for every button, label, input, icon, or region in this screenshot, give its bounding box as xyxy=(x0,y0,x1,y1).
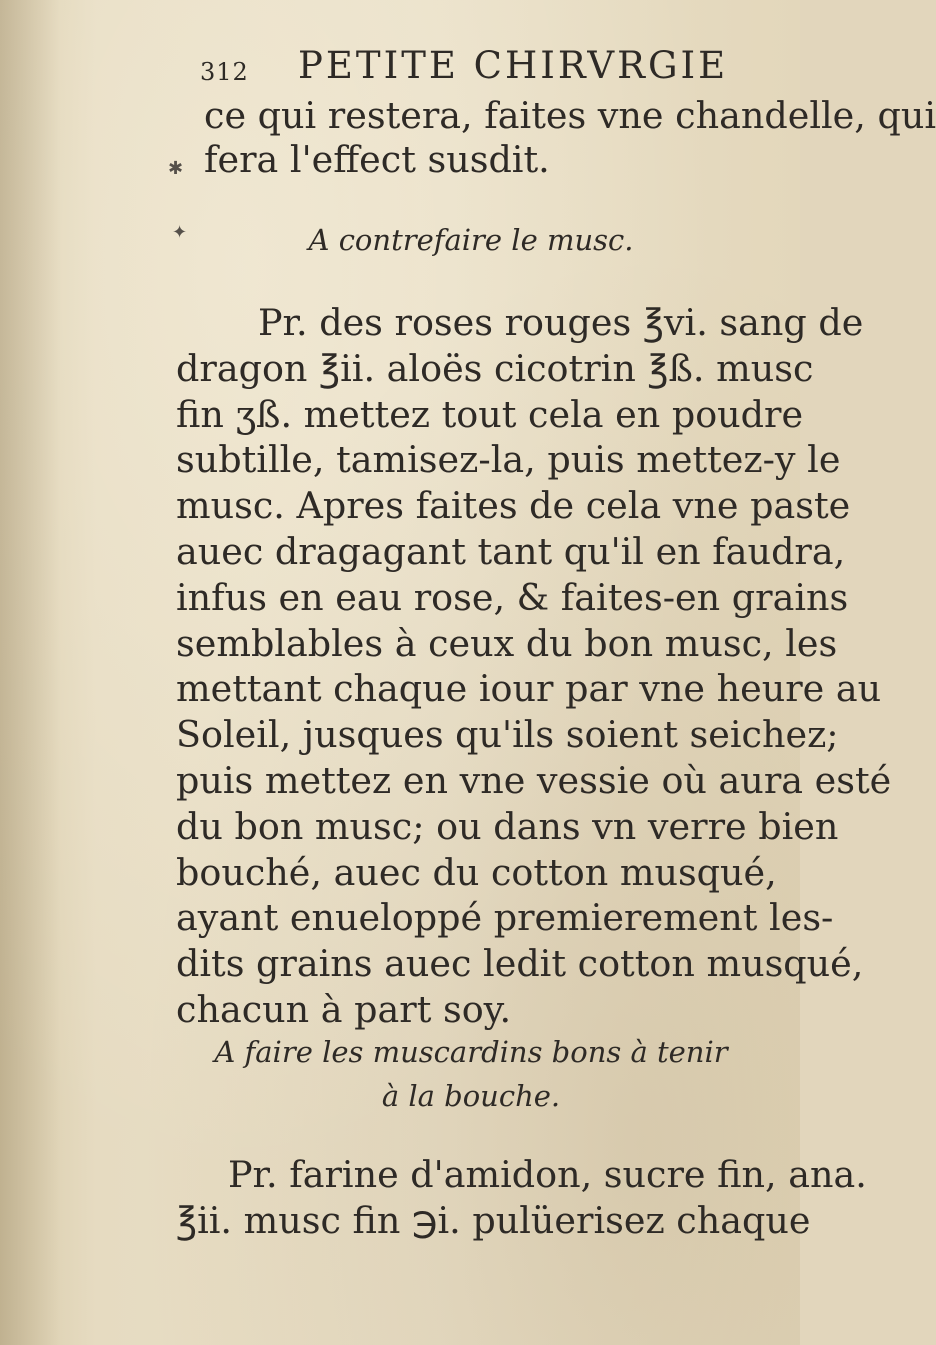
text-line: puis mettez en vne vessie où aura esté xyxy=(176,758,892,802)
page-number: 312 xyxy=(200,58,249,86)
text-line: musc. Apres faites de cela vne paste xyxy=(176,484,851,528)
margin-mark-ornament: ✦ xyxy=(172,222,188,243)
text-line: chacun à part soy. xyxy=(176,987,512,1031)
text-line: fin ʒß. mettez tout cela en poudre xyxy=(176,392,804,436)
text-line: dragon ℥ii. aloës cicotrin ℥ß. musc xyxy=(176,346,814,390)
text-line: mettant chaque iour par vne heure au xyxy=(176,667,882,711)
page-header xyxy=(200,44,740,94)
section-heading-line: A contrefaire le musc. xyxy=(308,223,634,257)
text-line: subtille, tamisez-la, puis mettez-y le xyxy=(176,438,841,482)
text-line: infus en eau rose, & faites-en grains xyxy=(176,575,849,619)
text-line: dits grains auec ledit cotton musqué, xyxy=(176,942,864,986)
text-line: Pr. des roses rouges ℥vi. sang de xyxy=(258,301,864,344)
text-line: fera l'effect susdit. xyxy=(204,138,550,181)
section-heading xyxy=(176,218,766,262)
recipe-paragraph xyxy=(176,300,892,1033)
running-title: PETITE CHIRVRGIE xyxy=(298,44,729,87)
section-heading-line: A faire les muscardins bons à tenir xyxy=(214,1035,728,1069)
recipe-paragraph xyxy=(176,1152,867,1244)
text-line: bouché, auec du cotton musqué, xyxy=(176,850,777,894)
gutter-shadow xyxy=(0,0,60,1345)
text-line: du bon musc; ou dans vn verre bien xyxy=(176,804,839,848)
text-line: Pr. farine d'amidon, sucre fin, ana. xyxy=(228,1153,867,1196)
text-line: ce qui restera, faites vne chandelle, qui xyxy=(204,94,936,137)
margin-mark-ornament: ✱ xyxy=(168,158,184,179)
text-line: ℥ii. musc fin ℈i. pulüerisez chaque xyxy=(176,1198,811,1242)
section-heading-line: à la bouche. xyxy=(381,1079,561,1113)
intro-paragraph xyxy=(176,94,936,182)
text-line: Soleil, jusques qu'ils soient seichez; xyxy=(176,713,839,757)
section-heading xyxy=(176,1030,766,1118)
text-line: ayant enueloppé premierement les- xyxy=(176,896,834,940)
text-line: semblables à ceux du bon musc, les xyxy=(176,621,838,665)
text-line: auec dragagant tant qu'il en faudra, xyxy=(176,529,846,573)
